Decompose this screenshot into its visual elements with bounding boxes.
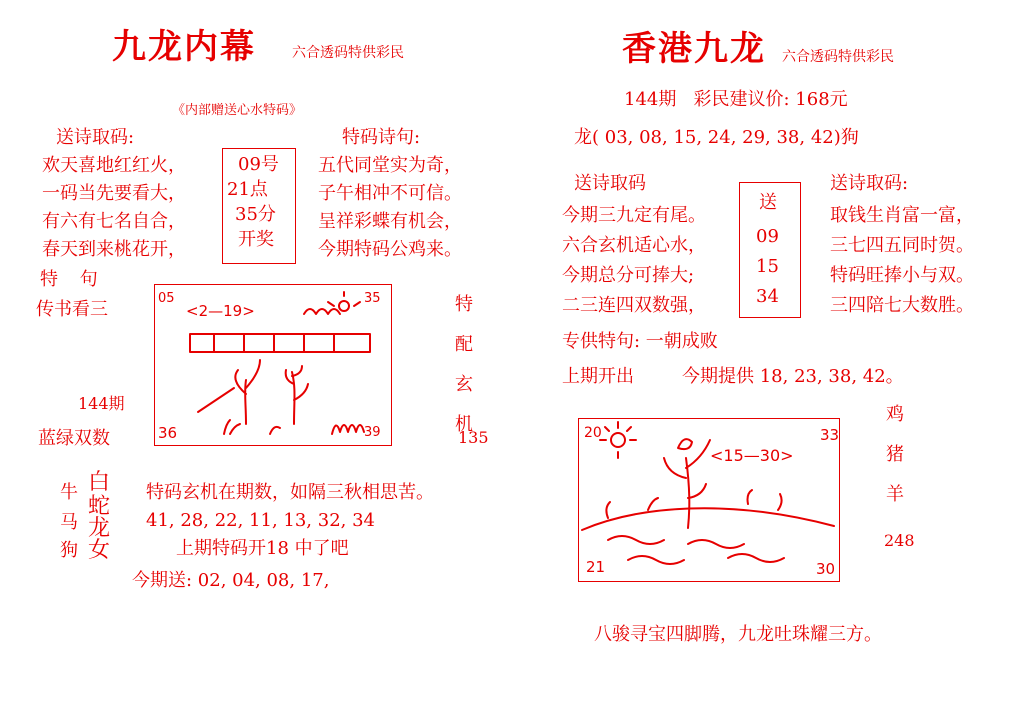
left-zodiac-small: 马 <box>60 512 78 533</box>
left-zodiac-big: 白 <box>88 470 111 495</box>
left-mystery-line: 特码玄机在期数，如隔三秋相思苦。 <box>146 482 434 503</box>
right-special-line: 专供特句: 一朝成败 <box>562 331 718 352</box>
right-poem-line-2: 取钱生肖富一富， <box>830 205 974 226</box>
right-drawing-number-tr: 33 <box>820 426 840 444</box>
right-provide-line: 今期提供 18, 23, 38, 42。 <box>682 366 904 387</box>
left-vertical-number: 135 <box>458 428 489 447</box>
left-drawing-number-bl: 36 <box>158 424 178 442</box>
right-side-number: 248 <box>884 531 915 550</box>
right-poem-line: 今期三九定有尾。 <box>562 205 706 226</box>
right-side-animal: 鸡 <box>886 404 904 425</box>
right-title: 香港九龙 <box>622 29 766 69</box>
time-box-line: 09号 <box>238 154 279 175</box>
left-poem-line: 一码当先要看大， <box>42 183 186 204</box>
left-send-line: 今期送: 02, 04, 08, 17, <box>132 570 330 591</box>
right-drawing-number-tl: 20 <box>584 425 602 441</box>
left-banner: 《内部赠送心水特码》 <box>172 103 303 118</box>
right-poem-line: 二三连四双数强， <box>562 295 706 316</box>
right-poem-line-2: 三四陪七大数胜。 <box>830 295 974 316</box>
right-period-price: 144期 彩民建议价: 168元 <box>624 89 848 110</box>
send-box-line: 15 <box>756 256 779 277</box>
right-poem-line-2: 三七四五同时贺。 <box>830 235 974 256</box>
right-drawing-number-br: 30 <box>816 560 836 578</box>
send-box-line: 09 <box>756 226 779 247</box>
left-zodiac-small: 狗 <box>60 540 78 561</box>
time-box-line: 21点 <box>227 179 268 200</box>
left-drawing-illustration <box>154 284 390 444</box>
left-special-poem-line: 今期特码公鸡来。 <box>318 239 462 260</box>
right-subtitle: 六合透码特供彩民 <box>782 49 894 65</box>
right-drawing-number-bl: 21 <box>586 558 606 576</box>
right-side-animal: 羊 <box>886 484 904 505</box>
left-special-poem-line: 呈祥彩蝶有机会， <box>318 211 462 232</box>
right-poem-header: 送诗取码 <box>574 173 646 194</box>
left-zodiac-big: 蛇 <box>88 494 111 519</box>
left-poem-line: 春天到来桃花开， <box>42 239 186 260</box>
left-drawing-number-tr: 35 <box>364 291 381 306</box>
left-special-poem-line: 五代同堂实为奇， <box>318 155 462 176</box>
time-box-line: 35分 <box>235 204 276 225</box>
left-special-poem-header: 特码诗句: <box>342 127 421 148</box>
send-box-line: 34 <box>756 286 779 307</box>
left-zodiac-big: 女 <box>88 538 111 563</box>
left-lanlv: 蓝绿双数 <box>38 428 110 449</box>
right-last-label: 上期开出 <box>562 366 634 387</box>
left-title: 九龙内幕 <box>112 27 256 67</box>
right-poem-header-2: 送诗取码: <box>830 173 909 194</box>
right-drawing-range: <15—30> <box>710 446 794 465</box>
left-drawing-number-br: 39 <box>364 425 381 440</box>
left-period: 144期 <box>78 394 125 413</box>
left-vertical-char: 玄 <box>455 374 473 395</box>
left-chuanshu: 传书看三 <box>36 299 108 320</box>
left-drawing-range: <2—19> <box>186 302 255 320</box>
right-drawing-illustration <box>578 418 838 580</box>
right-side-animal: 猪 <box>886 444 904 465</box>
left-subtitle: 六合透码特供彩民 <box>292 45 404 61</box>
send-box-line: 送 <box>759 192 777 213</box>
left-poem-header: 送诗取码: <box>56 127 135 148</box>
left-vertical-char: 配 <box>455 334 473 355</box>
left-vertical-char: 特 <box>455 294 473 315</box>
right-dragon-line: 龙( 03, 08, 15, 24, 29, 38, 42)狗 <box>574 127 859 148</box>
left-vertical-char: 机 <box>455 414 473 435</box>
left-special-poem-line: 子午相冲不可信。 <box>318 183 462 204</box>
time-box-line: 开奖 <box>238 229 274 250</box>
right-poem-line-2: 特码旺捧小与双。 <box>830 265 974 286</box>
right-poem-line: 今期总分可捧大; <box>562 265 695 286</box>
left-zodiac-small: 牛 <box>60 482 78 503</box>
right-side-animals <box>886 406 904 526</box>
left-zodiac-big: 龙 <box>88 516 111 541</box>
left-poem-line: 欢天喜地红红火， <box>42 155 186 176</box>
left-drawing-number-tl: 05 <box>158 291 175 306</box>
left-tejv-label: 特 句 <box>40 269 106 290</box>
left-numbers-line: 41, 28, 22, 11, 13, 32, 34 <box>146 510 375 531</box>
right-footer: 八骏寻宝四脚腾，九龙吐珠耀三方。 <box>594 624 882 645</box>
right-poem-line: 六合玄机适心水， <box>562 235 706 256</box>
left-last-line: 上期特码开18 中了吧 <box>176 538 349 559</box>
left-poem-line: 有六有七名自合， <box>42 211 186 232</box>
